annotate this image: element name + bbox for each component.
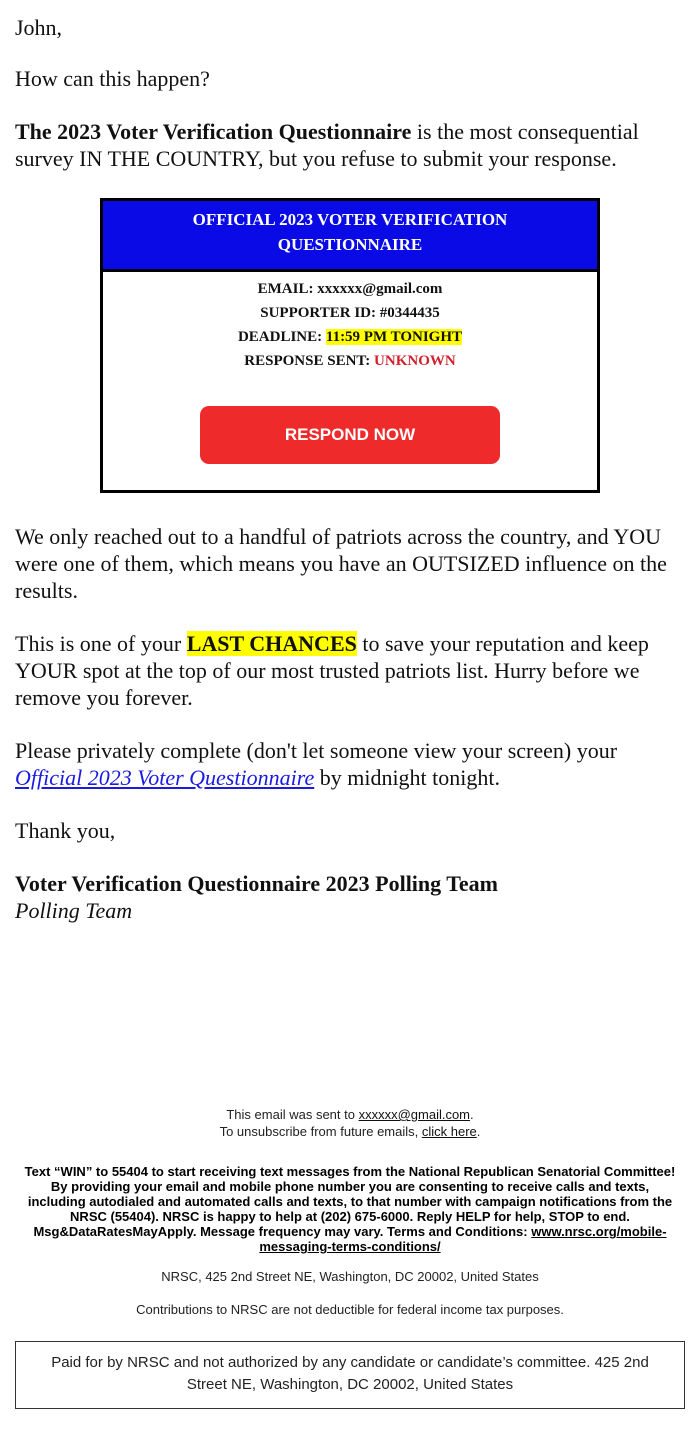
card-deadline-label: DEADLINE: — [237, 329, 326, 345]
paragraph-1-text: is the most consequential survey IN THE COUNTRY, but you refuse to submit your response. — [15, 119, 639, 171]
questionnaire-card — [100, 198, 600, 493]
questionnaire-title: The 2023 Voter Verification Questionnaire — [15, 119, 412, 144]
unsubscribe-text: To unsubscribe from future emails, — [219, 1124, 422, 1139]
signature-name: Voter Verification Questionnaire 2023 Polling Team — [15, 871, 499, 896]
contributions-notice: Contributions to NRSC are not deductible for federal income tax purposes. — [136, 1302, 564, 1317]
card-response-row — [113, 349, 587, 373]
terms-link[interactable]: www.nrsc.org/mobile-messaging-terms-conditions/ — [259, 1224, 667, 1254]
sent-to-period: . — [470, 1107, 474, 1122]
card-body — [103, 272, 597, 490]
org-address: NRSC, 425 2nd Street NE, Washington, DC 20002, United States — [161, 1269, 539, 1284]
unsubscribe-line — [15, 1123, 685, 1140]
paragraph-4 — [15, 737, 685, 791]
paragraph-2: We only reached out to a handful of patriots across the country, and YOU were one of them, which means you have an OUTSIZED influence on the results. — [15, 524, 667, 603]
questionnaire-link[interactable]: Official 2023 Voter Questionnaire — [15, 765, 315, 790]
paragraph-1 — [15, 118, 685, 172]
sent-to-email-link[interactable]: xxxxxx@gmail.com — [358, 1107, 471, 1122]
card-response-value: UNKNOWN — [374, 353, 456, 369]
signature — [15, 870, 685, 924]
card-email-value: xxxxxx@gmail.com — [317, 281, 443, 297]
card-deadline-value: 11:59 PM TONIGHT — [325, 329, 463, 345]
card-supporter-value: #0344435 — [379, 305, 440, 321]
sms-disclaimer-text: Text “WIN” to 55404 to start receiving text messages from the National Republican Senatorial Committee! By providing your email and mobile phone number you are consenting to receive calls and texts, including autodialed and automated calls and texts, to that number with campaign notifications from the NRSC (55404). NRSC is happy to help at (202) 675-6000. Reply HELP for help, STOP to end. Msg&DataRatesMayApply. Message frequency may vary. Terms and Conditions: — [24, 1164, 676, 1239]
card-supporter-label: SUPPORTER ID: — [260, 305, 380, 321]
paragraph-4-start: Please privately complete (don't let someone view your screen) your — [15, 738, 618, 763]
paid-for-disclaimer: Paid for by NRSC and not authorized by any candidate or candidate’s committee. 425 2nd Street NE, Washington, DC 20002, United States — [15, 1341, 685, 1409]
unsubscribe-link[interactable]: click here — [421, 1124, 477, 1139]
sent-to-text: This email was sent to — [226, 1107, 359, 1122]
sent-to-line — [15, 1106, 685, 1123]
card-header: OFFICIAL 2023 VOTER VERIFICATION QUESTIONNAIRE — [103, 201, 597, 272]
card-deadline-row — [113, 325, 587, 349]
card-email-row — [113, 277, 587, 301]
paragraph-3 — [15, 630, 685, 711]
card-email-label: EMAIL: — [257, 281, 318, 297]
card-response-label: RESPONSE SENT: — [244, 353, 375, 369]
last-chances-highlight: LAST CHANCES — [186, 631, 357, 656]
paragraph-4-end: by midnight tonight. — [314, 765, 501, 790]
paragraph-3-start: This is one of your — [15, 631, 187, 656]
sms-disclaimer — [21, 1164, 679, 1254]
signature-role: Polling Team — [15, 898, 133, 923]
paragraph-3-end: to save your reputation and keep YOUR spot at the top of our most trusted patriots list. Hurry before we remove you forever. — [15, 631, 649, 710]
thanks-line: Thank you, — [15, 818, 116, 843]
greeting: John, — [15, 15, 63, 40]
card-supporter-row — [113, 301, 587, 325]
intro-line: How can this happen? — [15, 66, 210, 91]
email-footer — [15, 1106, 685, 1409]
unsubscribe-period: . — [476, 1124, 481, 1139]
respond-now-button[interactable]: RESPOND NOW — [200, 406, 500, 464]
